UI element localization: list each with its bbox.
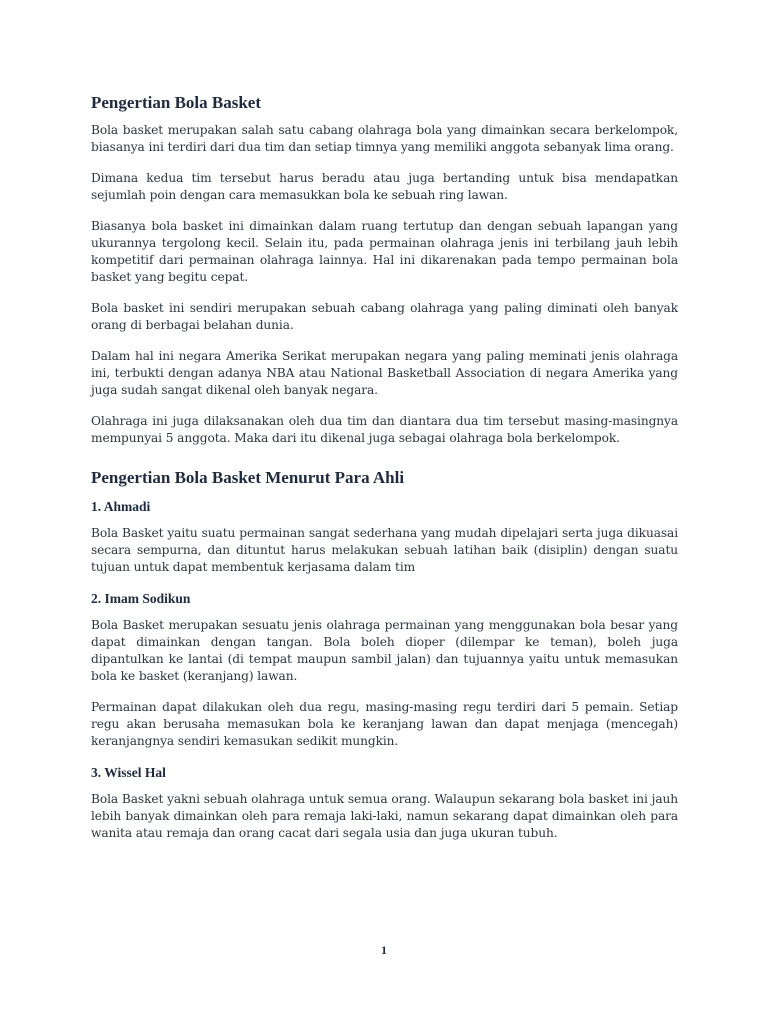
paragraph: Biasanya bola basket ini dimainkan dalam ruang tertutup dan dengan sebuah lapangan yang ukurannya tergolong kecil. Selain itu, pada permainan olahraga jenis ini terbilang jauh lebih kompetitif dari permainan olahraga lainnya. Hal ini dikarenakan pada tempo permainan bola basket yang begitu cepat.	[91, 219, 678, 284]
document-page	[91, 92, 678, 856]
paragraph: Permainan dapat dilakukan oleh dua regu, masing-masing regu terdiri dari 5 pemain. Setiap regu akan berusaha memasukan bola ke keranjang lawan dan dapat menjaga (mencegah) keranjangnya sendiri kemasukan sedikit mungkin.	[91, 700, 678, 748]
expert-heading: 2. Imam Sodikun	[91, 591, 191, 606]
paragraph: Dalam hal ini negara Amerika Serikat merupakan negara yang paling meminati jenis olahraga ini, terbukti dengan adanya NBA atau National Basketball Association di negara Amerika yang juga sudah sangat dikenal oleh banyak negara.	[91, 349, 678, 397]
paragraph: Bola Basket merupakan sesuatu jenis olahraga permainan yang menggunakan bola besar yang dapat dimainkan dengan tangan. Bola boleh dioper (dilempar ke teman), boleh juga dipantulkan ke lantai (di tempat maupun sambil jalan) dan tujuannya yaitu untuk memasukan bola ke basket (keranjang) lawan.	[91, 618, 678, 683]
section-title: Pengertian Bola Basket	[91, 93, 261, 112]
section-title: Pengertian Bola Basket Menurut Para Ahli	[91, 468, 405, 487]
paragraph: Bola Basket yaitu suatu permainan sangat sederhana yang mudah dipelajari serta juga dikuasai secara sempurna, dan dituntut harus melakukan sebuah latihan baik (disiplin) dengan suatu tujuan untuk dapat membentuk kerjasama dalam tim	[91, 526, 678, 574]
paragraph: Dimana kedua tim tersebut harus beradu atau juga bertanding untuk bisa mendapatkan sejumlah poin dengan cara memasukkan bola ke sebuah ring lawan.	[91, 171, 678, 202]
page-number: 1	[381, 943, 387, 957]
paragraph: Bola basket merupakan salah satu cabang olahraga bola yang dimainkan secara berkelompok, biasanya ini terdiri dari dua tim dan setiap timnya yang memiliki anggota sebanyak lima orang.	[91, 123, 678, 154]
paragraph: Bola basket ini sendiri merupakan sebuah cabang olahraga yang paling diminati oleh banyak orang di berbagai belahan dunia.	[91, 301, 678, 332]
expert-heading: 1. Ahmadi	[91, 499, 151, 514]
paragraph: Olahraga ini juga dilaksanakan oleh dua tim dan diantara dua tim tersebut masing-masingnya mempunyai 5 anggota. Maka dari itu dikenal juga sebagai olahraga bola berkelompok.	[91, 414, 678, 445]
paragraph: Bola Basket yakni sebuah olahraga untuk semua orang. Walaupun sekarang bola basket ini jauh lebih banyak dimainkan oleh para remaja laki-laki, namun sekarang dapat dimainkan oleh para wanita atau remaja dan orang cacat dari segala usia dan juga ukuran tubuh.	[91, 792, 678, 840]
expert-heading: 3. Wissel Hal	[91, 765, 166, 780]
